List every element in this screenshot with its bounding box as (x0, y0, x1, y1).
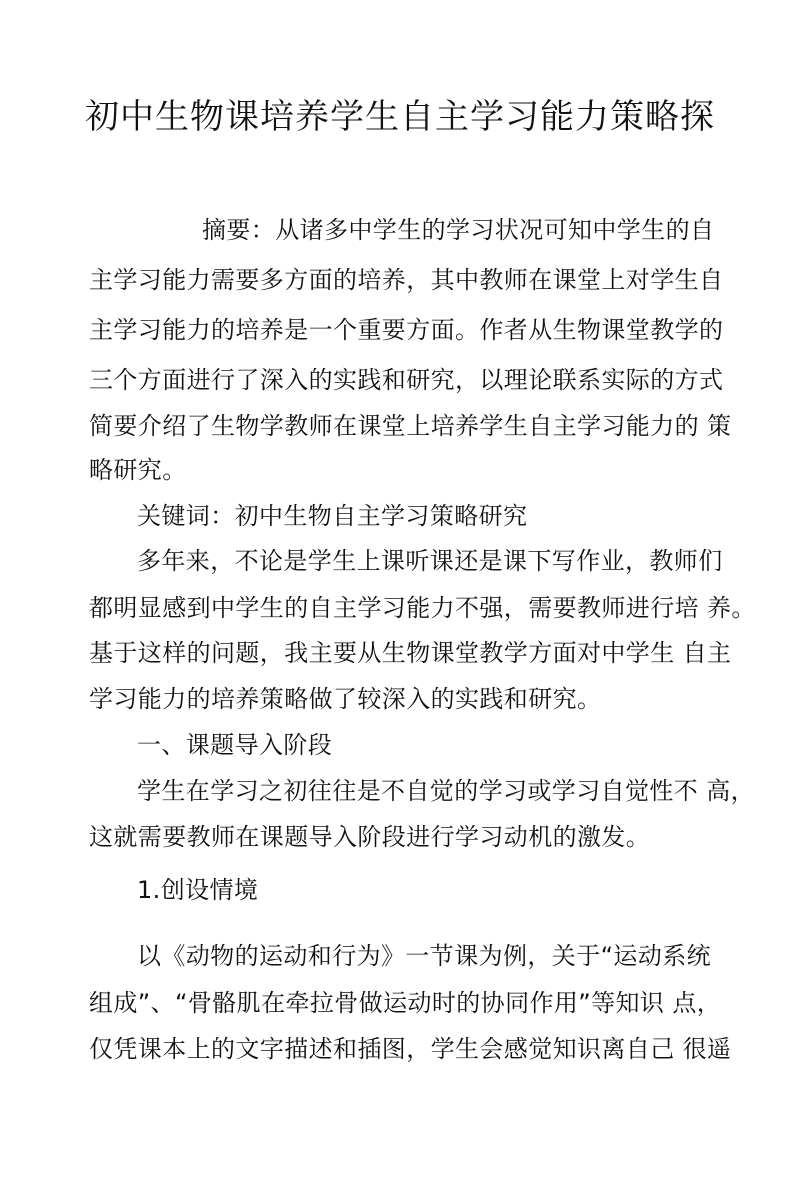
intro-line: 学习能力的培养策略做了较深入的实践和研究。 (89, 685, 602, 713)
subsection-paragraph-line: 仅凭课本上的文字描述和插图，学生会感觉知识离自己 很遥 (89, 1035, 732, 1063)
section-heading: 一、课题导入阶段 (137, 731, 333, 759)
intro-line: 多年来，不论是学生上课听课还是课下写作业，教师们 (137, 547, 723, 575)
document-title: 初中生物课培养学生自主学习能力策略探 (85, 96, 715, 137)
abstract-line: 三个方面进行了深入的实践和研究，以理论联系实际的方式 (89, 366, 724, 394)
subsection-heading: 1.创设情境 (137, 876, 259, 904)
intro-line: 基于这样的问题，我主要从生物课堂教学方面对中学生 自主 (89, 639, 732, 667)
subsection-paragraph-line: 以《动物的运动和行为》一节课为例，关于“运动系统 (137, 942, 712, 970)
abstract-line: 简要介绍了生物学教师在课堂上培养学生自主学习能力的 策 (89, 412, 732, 440)
subsection-paragraph-line: 组成”、“骨骼肌在牵拉骨做运动时的协同作用”等知识 点， (89, 989, 722, 1017)
abstract-line: 略研究。 (89, 456, 187, 484)
abstract-line: 摘要：从诸多中学生的学习状况可知中学生的自 (202, 216, 715, 244)
abstract-line: 主学习能力需要多方面的培养，其中教师在课堂上对学生自 (89, 266, 724, 294)
section-paragraph-line: 这就需要教师在课题导入阶段进行学习动机的激发。 (89, 823, 651, 851)
intro-line: 都明显感到中学生的自主学习能力不强，需要教师进行培 养。 (89, 594, 756, 622)
section-paragraph-line: 学生在学习之初往往是不自觉的学习或学习自觉性不 高， (137, 777, 756, 805)
abstract-line: 主学习能力的培养是一个重要方面。作者从生物课堂教学的 (89, 316, 724, 344)
keywords-line: 关键词：初中生物自主学习策略研究 (137, 502, 528, 530)
